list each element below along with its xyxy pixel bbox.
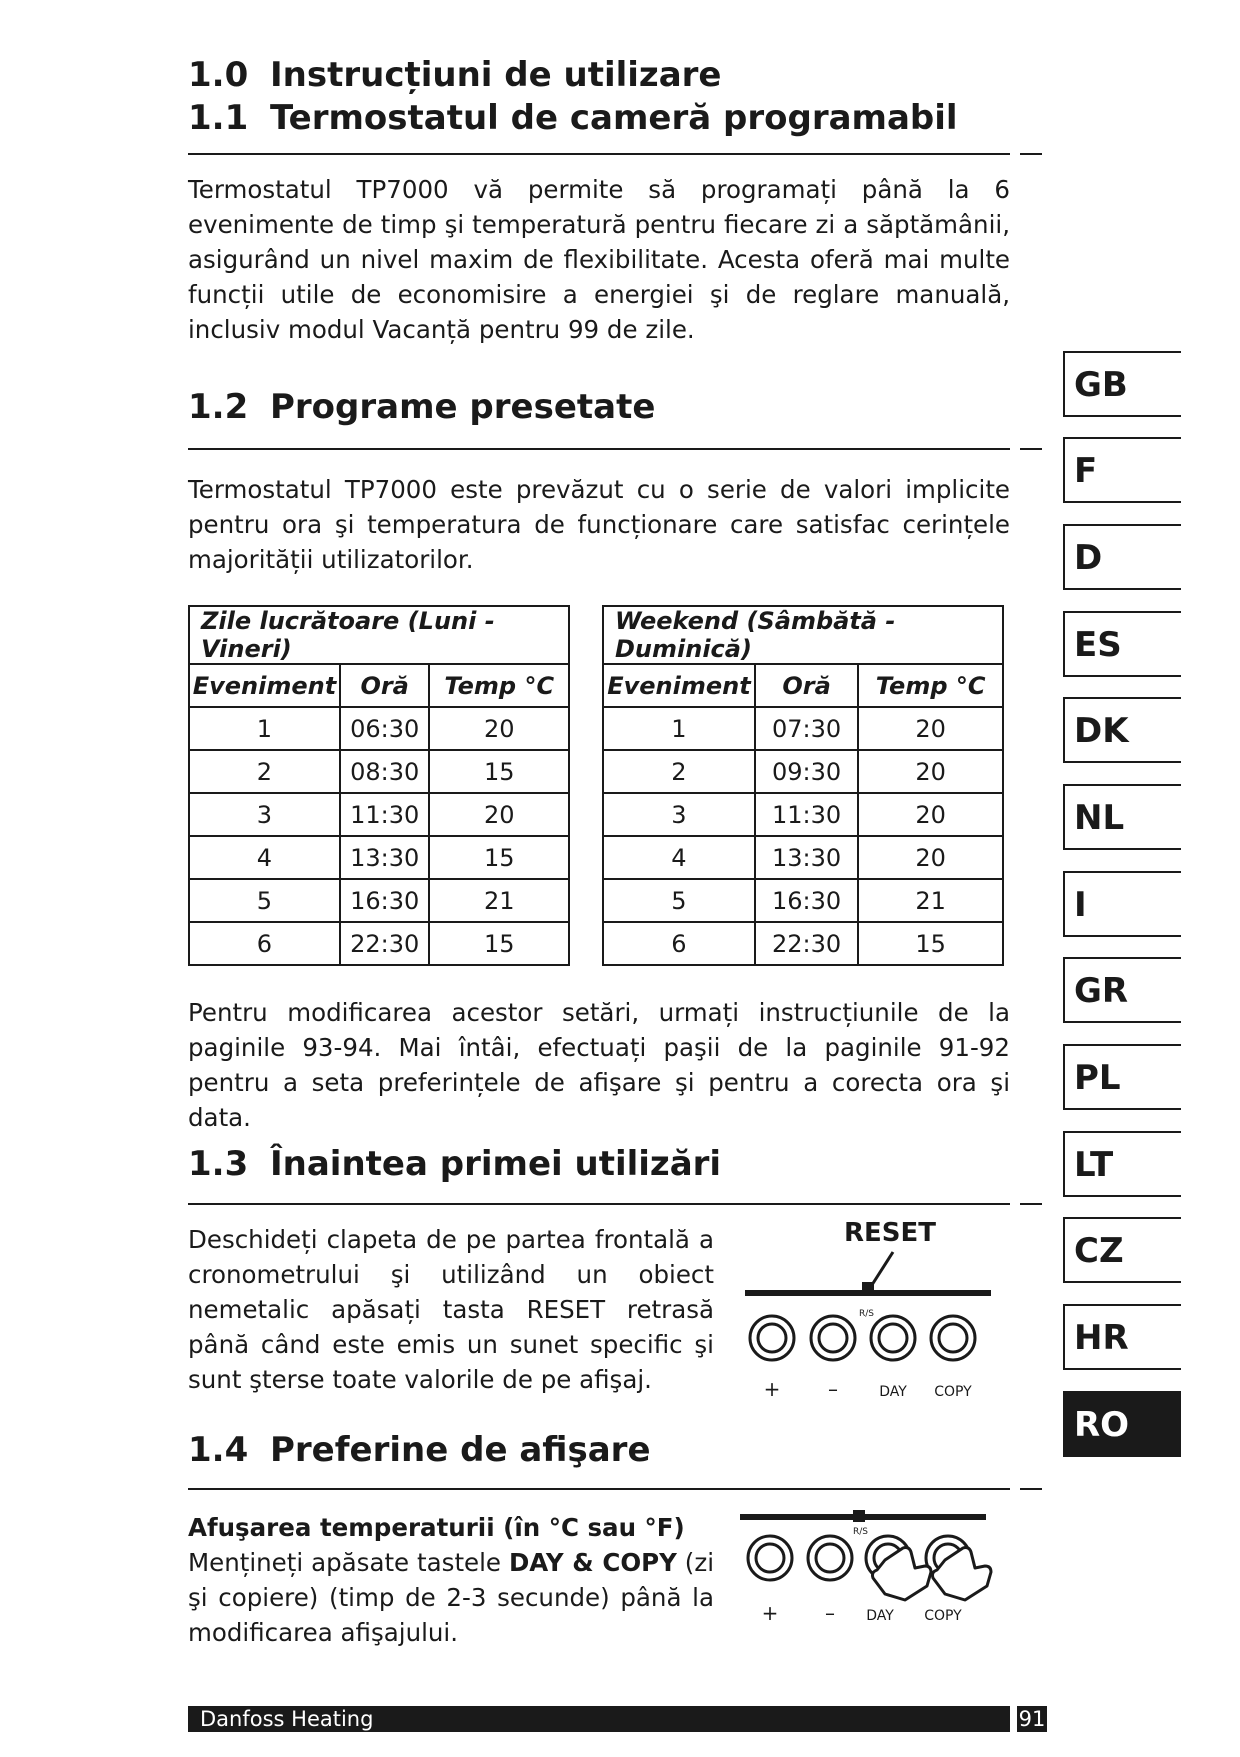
table-row: 6 22:30 15 [603, 922, 1003, 965]
reset-button [853, 1510, 865, 1522]
lang-tab-ro[interactable]: RO [1063, 1391, 1181, 1457]
subheading: Afuşarea temperaturii (în °C sau °F) [188, 1513, 685, 1542]
minus-label: – [825, 1601, 835, 1625]
lang-tab-nl[interactable]: NL [1063, 784, 1181, 850]
heading-title: Instrucțiuni de utilizare [270, 55, 722, 95]
heading-1-3 [188, 1143, 721, 1185]
rs-label: R/S [853, 1527, 868, 1537]
heading-number: 1.0 [188, 55, 249, 95]
table-row: 5 16:30 21 [603, 879, 1003, 922]
column-header: Oră [755, 664, 858, 707]
plus-label: + [763, 1377, 781, 1401]
table-caption: Zile lucrătoare (Luni - Vineri) [189, 606, 569, 664]
table-row: 3 11:30 20 [603, 793, 1003, 836]
table-row: 2 08:30 15 [189, 750, 569, 793]
table-row: 3 11:30 20 [189, 793, 569, 836]
reset-button [862, 1282, 874, 1294]
heading-1-4 [188, 1429, 651, 1471]
margin-tick [1020, 448, 1042, 450]
day-label: DAY [879, 1384, 907, 1400]
lang-tab-d[interactable]: D [1063, 524, 1181, 590]
heading-number: 1.3 [188, 1144, 249, 1184]
weekend-table [602, 605, 1004, 966]
heading-number: 1.4 [188, 1430, 249, 1470]
heading-1-0 [188, 54, 722, 96]
reset-diagram [735, 1210, 1010, 1410]
heading-title: Preferine de afişare [270, 1430, 651, 1470]
heading-title: Programe presetate [270, 387, 656, 427]
table-row: 4 13:30 20 [603, 836, 1003, 879]
column-header: Temp °C [429, 664, 569, 707]
heading-title: Termostatul de cameră programabil [270, 98, 958, 138]
margin-tick [1020, 1203, 1042, 1205]
display-instruction: Mențineți apăsate tastele DAY & COPY (zi şi copiere) (timp de 2-3 secunde) până la modificarea afişajului. [188, 1548, 714, 1647]
column-header: Temp °C [858, 664, 1003, 707]
section-divider [188, 448, 1010, 450]
heading-number: 1.2 [188, 387, 249, 427]
lang-tab-lt[interactable]: LT [1063, 1131, 1181, 1197]
column-header: Eveniment [189, 664, 340, 707]
lang-tab-i[interactable]: I [1063, 871, 1181, 937]
column-header: Eveniment [603, 664, 755, 707]
device-buttons [750, 1316, 975, 1360]
lang-tab-f[interactable]: F [1063, 437, 1181, 503]
lang-tab-hr[interactable]: HR [1063, 1304, 1181, 1370]
copy-label: COPY [934, 1384, 972, 1400]
lang-tab-gr[interactable]: GR [1063, 957, 1181, 1023]
pressing-hand-icon [873, 1548, 992, 1601]
heading-1-1 [188, 97, 958, 139]
section-divider [188, 153, 1010, 155]
first-use-paragraph: Deschideți clapeta de pe partea frontală a cronometrului şi utilizând un obiect nemetalic apăsați tasta RESET retrasă până când este emis un sunet specific şi sunt şterse toate valorile de pe afişaj. [188, 1225, 714, 1394]
heading-1-2 [188, 386, 655, 428]
heading-number: 1.1 [188, 98, 249, 138]
minus-label: – [828, 1377, 838, 1401]
section-divider [188, 1203, 1010, 1205]
margin-tick [1020, 153, 1042, 155]
day-copy-diagram [735, 1508, 1010, 1628]
lang-tab-dk[interactable]: DK [1063, 697, 1181, 763]
intro-paragraph: Termostatul TP7000 vă permite să programați până la 6 evenimente de timp şi temperatură pentru fiecare zi a săptămânii, asigurând un nivel maxim de flexibilitate. Acesta oferă mai multe funcții utile de economisire a energiei şi de reglare manuală, inclusiv modul Vacanță pentru 99 de zile. [188, 175, 1010, 344]
table-row: 5 16:30 21 [189, 879, 569, 922]
display-preferences-text [188, 1510, 714, 1650]
table-row: 6 22:30 15 [189, 922, 569, 965]
margin-tick [1020, 1488, 1042, 1490]
presets-paragraph: Termostatul TP7000 este prevăzut cu o serie de valori implicite pentru ora şi temperatura de funcționare care satisfac cerințele majorității utilizatorilor. [188, 475, 1010, 574]
heading-title: Înaintea primei utilizări [270, 1144, 722, 1184]
table-row: 1 06:30 20 [189, 707, 569, 750]
lang-tab-cz[interactable]: CZ [1063, 1217, 1181, 1283]
weekday-table [188, 605, 570, 966]
settings-paragraph: Pentru modificarea acestor setări, urmați instrucțiunile de la paginile 93-94. Mai întâi, efectuați paşii de la paginile 91-92 pentru a seta preferințele de afişare şi pentru a corecta ora şi data. [188, 998, 1010, 1132]
copy-label: COPY [924, 1608, 962, 1624]
reset-label: RESET [843, 1218, 937, 1248]
table-row: 4 13:30 15 [189, 836, 569, 879]
plus-label: + [761, 1601, 779, 1625]
lang-tab-gb[interactable]: GB [1063, 351, 1181, 417]
table-row: 2 09:30 20 [603, 750, 1003, 793]
table-row: 1 07:30 20 [603, 707, 1003, 750]
table-caption: Weekend (Sâmbătă - Duminică) [603, 606, 1003, 664]
page-number: 91 [1018, 1707, 1046, 1731]
column-header: Oră [340, 664, 430, 707]
lang-tab-pl[interactable]: PL [1063, 1044, 1181, 1110]
section-divider [188, 1488, 1010, 1490]
day-label: DAY [866, 1608, 894, 1624]
rs-label: R/S [859, 1309, 874, 1319]
lang-tab-es[interactable]: ES [1063, 611, 1181, 677]
footer-brand: Danfoss Heating [188, 1706, 1010, 1732]
